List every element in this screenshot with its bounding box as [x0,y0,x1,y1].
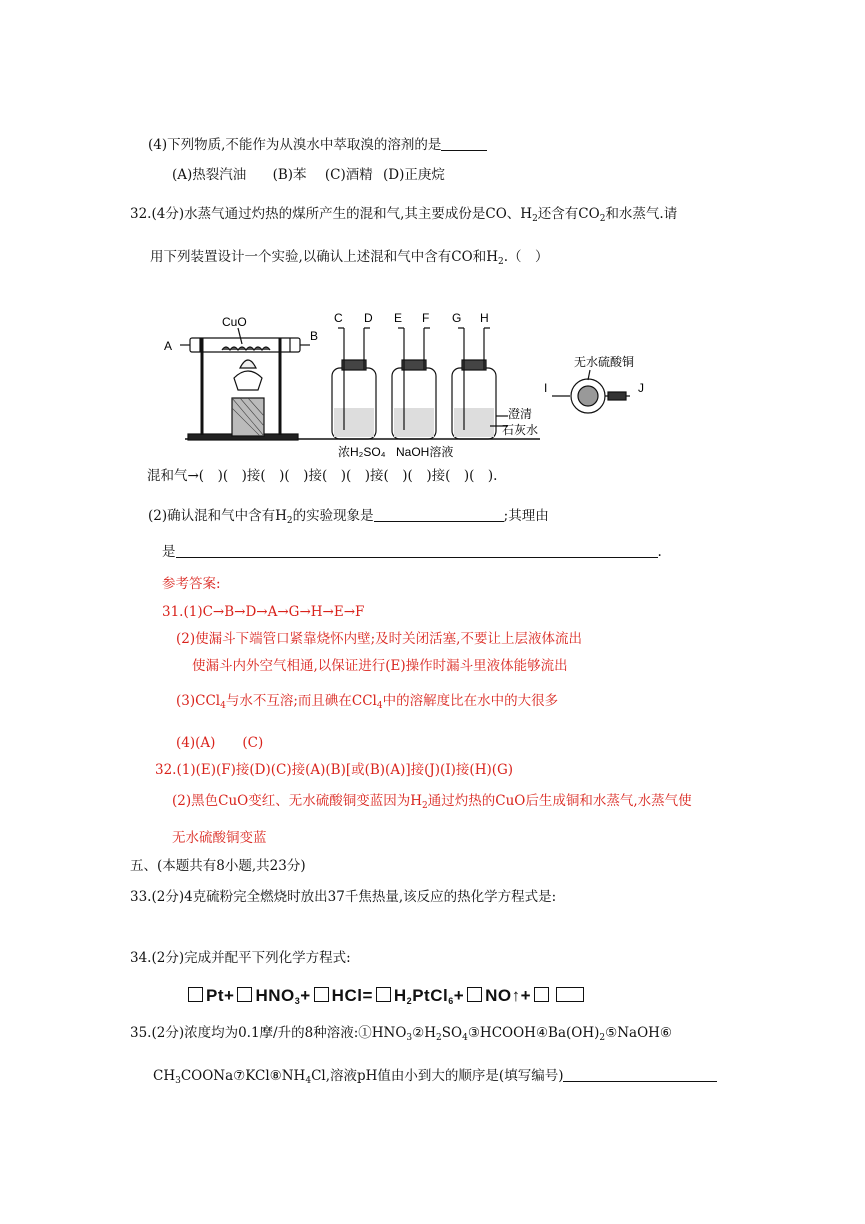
q31-part4-text: (4)下列物质,不能作为从溴水中萃取溴的溶剂的是 [148,137,442,153]
answer-blank[interactable] [441,136,487,151]
option-b: (B)苯 [272,167,307,183]
eq-hcl: HCl= [331,986,373,1005]
a32-2-pre: (2)黑色CuO变红、无水硫酸铜变蓝因为H [172,793,422,809]
eq-no: NO↑+ [485,986,532,1005]
sub: 3 [406,1033,413,1043]
q35-c: SO [441,1025,463,1041]
eq-hno3: HNO [255,986,295,1005]
q35-b: ②H [412,1025,437,1041]
product-box[interactable] [556,987,584,1002]
eq-h2ptcl6-b: PtCl [412,986,449,1005]
q33: 33.(2分)4克硫粉完全燃烧时放出37千焦热量,该反应的热化学方程式是: [130,889,557,905]
q32-line2-a: 用下列装置设计一个实验,以确认上述混和气中含有CO和H [150,249,498,265]
a31-3-post: 中的溶解度比在水中的大很多 [382,693,559,709]
label-i: I [544,381,548,395]
q31-part4-question [148,136,487,154]
q32-line1-a: 32.(4分)水蒸气通过灼热的煤所产生的混和气,其主要成份是CO、H [130,206,533,222]
sub: 2 [436,1033,442,1043]
label-d: D [364,311,373,325]
sub: 2 [532,214,538,224]
q31-part4-options [172,166,445,184]
sub: 4 [220,701,226,711]
q32-sequence-text: 混和气→( )( )接( )( )接( )( )接( )( )接( )( ). [147,468,498,484]
label-e: E [394,311,403,325]
answer-32-3: 无水硫酸铜变蓝 [172,830,267,846]
answer-31-2a: (2)使漏斗下端管口紧靠烧怀内壁;及时关闭活塞,不要让上层液体流出 [176,631,582,647]
q35-line2-a: CH [153,1068,176,1084]
q32-line2 [150,248,549,266]
sub: 3 [294,996,301,1006]
label-anhydrous-cuso4: 无水硫酸铜 [574,355,635,369]
q32-part2-b: 的实验现象是 [292,508,374,524]
q32-sequence [147,467,497,485]
answer-32-2 [172,792,692,810]
q35-line2 [153,1067,717,1085]
answer-32-1: 32.(1)(E)(F)接(D)(C)接(A)(B)[或(B)(A)]接(J)(I)接(H)(G) [155,762,514,778]
sub: 4 [462,1033,468,1043]
q35-line2-c: Cl,溶液pH值由小到大的顺序是(填写编号) [311,1068,564,1084]
q32-part2-c: ;其理由 [503,508,549,524]
q32-part2 [148,507,549,525]
q32-part2-line2-text: 是 [162,544,176,560]
q35-a: 35.(2分)浓度均为0.1摩/升的8种溶液:①HNO [130,1025,407,1041]
answer-31-2b: 使漏斗内外空气相通,以保证进行(E)操作时漏斗里液体能够流出 [192,658,568,674]
eq-pt: Pt+ [206,986,235,1005]
q35-line2-b: COONa⑦KCl⑧NH [180,1068,306,1084]
option-a: (A)热裂汽油 [172,167,247,183]
ph-order-blank[interactable] [563,1067,717,1082]
q35-d: ③HCOOH④Ba(OH) [467,1025,600,1041]
q32-line1-b: 还含有CO [537,206,600,222]
label-cuo: CuO [222,315,247,329]
sub: 6 [448,996,454,1006]
sub: 3 [175,1076,181,1086]
sub: 2 [406,996,413,1006]
sub: 2 [286,516,293,526]
a32-2-post: 通过灼热的CuO后生成铜和水蒸气,水蒸气使 [427,793,692,809]
sub: 4 [376,701,383,711]
q35-line1 [130,1024,672,1042]
label-a: A [164,339,173,353]
label-b: B [310,329,319,343]
q32-line1 [130,205,677,223]
label-limewater-1: 澄清 [508,407,533,421]
label-f: F [422,311,430,325]
q35-e: ⑤NaOH⑥ [605,1025,673,1041]
q32-line1-c: 和水蒸气.请 [605,206,678,222]
answers-heading: 参考答案: [162,576,221,592]
answer-31-3 [176,692,558,710]
reason-blank[interactable] [176,543,658,558]
label-j: J [638,381,644,395]
label-limewater-2: 石灰水 [502,423,539,437]
a31-3-mid: 与水不互溶;而且碘在CCl [225,693,377,709]
sub: 2 [599,1033,606,1043]
eq-plus: + [300,986,311,1005]
label-g: G [452,311,462,325]
section5-heading: 五、(本题共有8小题,共23分) [130,858,306,874]
q32-part2-a: (2)确认混和气中含有H [148,508,287,524]
sub: 2 [422,801,428,811]
coefficient-box[interactable] [534,987,549,1002]
q32-line2-b: .（ ） [503,249,549,265]
eq-plus: + [453,986,465,1005]
label-h2so4: 浓H₂SO₄ [338,445,386,459]
a31-3-pre: (3)CCl [176,693,221,709]
q34: 34.(2分)完成并配平下列化学方程式: [130,950,351,966]
sub: 4 [305,1076,312,1086]
phenomenon-blank[interactable] [374,507,504,522]
label-naoh: NaOH溶液 [396,445,454,459]
apparatus-diagram [160,308,660,468]
label-c: C [334,311,343,325]
option-c: (C)酒精 [324,167,373,183]
coefficient-box[interactable] [237,987,252,1002]
eq-h2ptcl6-a: H [393,986,407,1005]
sub: 2 [497,257,504,267]
q32-part2-end: . [657,544,662,560]
coefficient-box[interactable] [188,987,203,1002]
q34-equation [185,985,584,1007]
coefficient-box[interactable] [467,987,482,1002]
answer-31-1: 31.(1)C→B→D→A→G→H→E→F [162,604,365,620]
answer-31-4: (4)(A) (C) [176,735,264,751]
coefficient-box[interactable] [314,987,329,1002]
coefficient-box[interactable] [376,987,391,1002]
label-h: H [480,311,489,325]
sub: 2 [599,214,606,224]
option-d: (D)正庚烷 [383,167,445,183]
q32-part2-line2 [162,543,662,561]
